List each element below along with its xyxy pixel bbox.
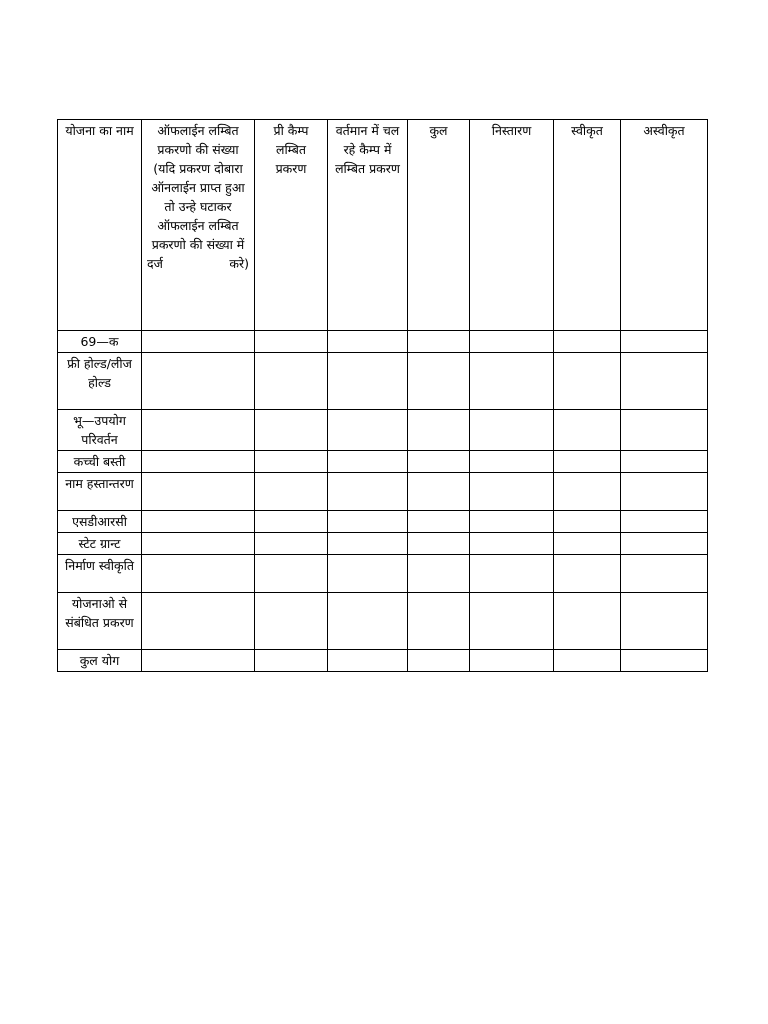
empty-cell[interactable] xyxy=(142,533,255,555)
empty-cell[interactable] xyxy=(408,353,470,410)
empty-cell[interactable] xyxy=(470,650,554,672)
empty-cell[interactable] xyxy=(255,451,328,473)
header-rejected: अस्वीकृत xyxy=(621,120,708,331)
header-offline-pending: ऑफलाईन लम्बित प्रकरणो की संख्या (यदि प्रकरण दोबारा ऑनलाईन प्राप्त हुआ तो उन्हे घटाकर ऑफलाईन लम्बित प्रकरणो की संख्या में दर्ज करे) xyxy=(142,120,255,331)
empty-cell[interactable] xyxy=(554,511,621,533)
empty-cell[interactable] xyxy=(621,451,708,473)
empty-cell[interactable] xyxy=(470,593,554,650)
empty-cell[interactable] xyxy=(328,473,408,511)
empty-cell[interactable] xyxy=(255,593,328,650)
empty-cell[interactable] xyxy=(328,533,408,555)
empty-cell[interactable] xyxy=(408,555,470,593)
empty-cell[interactable] xyxy=(142,331,255,353)
empty-cell[interactable] xyxy=(255,410,328,451)
empty-cell[interactable] xyxy=(328,511,408,533)
empty-cell[interactable] xyxy=(328,593,408,650)
empty-cell[interactable] xyxy=(142,593,255,650)
empty-cell[interactable] xyxy=(328,555,408,593)
header-disposal: निस्तारण xyxy=(470,120,554,331)
empty-cell[interactable] xyxy=(255,473,328,511)
empty-cell[interactable] xyxy=(328,451,408,473)
empty-cell[interactable] xyxy=(142,555,255,593)
row-scheme-name: कच्ची बस्ती xyxy=(58,451,142,473)
table-row xyxy=(58,353,708,410)
row-scheme-name: एसडीआरसी xyxy=(58,511,142,533)
empty-cell[interactable] xyxy=(554,555,621,593)
header-scheme-name: योजना का नाम xyxy=(58,120,142,331)
empty-cell[interactable] xyxy=(142,353,255,410)
row-scheme-name: योजनाओ से संबंधित प्रकरण xyxy=(58,593,142,650)
empty-cell[interactable] xyxy=(408,410,470,451)
empty-cell[interactable] xyxy=(554,331,621,353)
empty-cell[interactable] xyxy=(621,511,708,533)
header-current-camp-pending: वर्तमान में चल रहे कैम्प में लम्बित प्रकरण xyxy=(328,120,408,331)
empty-cell[interactable] xyxy=(142,451,255,473)
empty-cell[interactable] xyxy=(470,533,554,555)
table-row xyxy=(58,511,708,533)
scheme-status-table xyxy=(57,119,708,672)
empty-cell[interactable] xyxy=(408,511,470,533)
empty-cell[interactable] xyxy=(470,331,554,353)
empty-cell[interactable] xyxy=(328,353,408,410)
header-pre-camp-pending: प्री कैम्प लम्बित प्रकरण xyxy=(255,120,328,331)
empty-cell[interactable] xyxy=(621,410,708,451)
empty-cell[interactable] xyxy=(621,331,708,353)
empty-cell[interactable] xyxy=(554,410,621,451)
empty-cell[interactable] xyxy=(255,533,328,555)
table-row xyxy=(58,555,708,593)
empty-cell[interactable] xyxy=(470,473,554,511)
empty-cell[interactable] xyxy=(142,511,255,533)
empty-cell[interactable] xyxy=(470,353,554,410)
row-scheme-name: 69—क xyxy=(58,331,142,353)
row-scheme-name: फ्री होल्ड/लीज होल्ड xyxy=(58,353,142,410)
empty-cell[interactable] xyxy=(621,533,708,555)
empty-cell[interactable] xyxy=(408,593,470,650)
empty-cell[interactable] xyxy=(328,331,408,353)
empty-cell[interactable] xyxy=(554,473,621,511)
empty-cell[interactable] xyxy=(408,533,470,555)
empty-cell[interactable] xyxy=(554,533,621,555)
table-row xyxy=(58,650,708,672)
empty-cell[interactable] xyxy=(328,410,408,451)
empty-cell[interactable] xyxy=(328,650,408,672)
row-scheme-name: स्टेट ग्रान्ट xyxy=(58,533,142,555)
empty-cell[interactable] xyxy=(470,555,554,593)
table-row xyxy=(58,593,708,650)
empty-cell[interactable] xyxy=(142,473,255,511)
empty-cell[interactable] xyxy=(621,650,708,672)
empty-cell[interactable] xyxy=(255,511,328,533)
empty-cell[interactable] xyxy=(554,650,621,672)
row-scheme-name: भू—उपयोग परिवर्तन xyxy=(58,410,142,451)
header-approved: स्वीकृत xyxy=(554,120,621,331)
empty-cell[interactable] xyxy=(470,511,554,533)
table-row xyxy=(58,451,708,473)
empty-cell[interactable] xyxy=(621,555,708,593)
empty-cell[interactable] xyxy=(255,331,328,353)
empty-cell[interactable] xyxy=(408,451,470,473)
row-scheme-name: निर्माण स्वीकृति xyxy=(58,555,142,593)
row-scheme-name: नाम हस्तान्तरण xyxy=(58,473,142,511)
empty-cell[interactable] xyxy=(408,331,470,353)
empty-cell[interactable] xyxy=(408,650,470,672)
table-row xyxy=(58,533,708,555)
row-scheme-name: कुल योग xyxy=(58,650,142,672)
empty-cell[interactable] xyxy=(621,353,708,410)
empty-cell[interactable] xyxy=(554,451,621,473)
empty-cell[interactable] xyxy=(255,555,328,593)
table-row xyxy=(58,410,708,451)
empty-cell[interactable] xyxy=(621,473,708,511)
empty-cell[interactable] xyxy=(621,593,708,650)
empty-cell[interactable] xyxy=(255,650,328,672)
empty-cell[interactable] xyxy=(470,451,554,473)
header-total: कुल xyxy=(408,120,470,331)
table-row xyxy=(58,331,708,353)
empty-cell[interactable] xyxy=(142,410,255,451)
empty-cell[interactable] xyxy=(408,473,470,511)
empty-cell[interactable] xyxy=(554,593,621,650)
empty-cell[interactable] xyxy=(554,353,621,410)
empty-cell[interactable] xyxy=(470,410,554,451)
header-row xyxy=(58,120,708,331)
empty-cell[interactable] xyxy=(255,353,328,410)
empty-cell[interactable] xyxy=(142,650,255,672)
table-row xyxy=(58,473,708,511)
